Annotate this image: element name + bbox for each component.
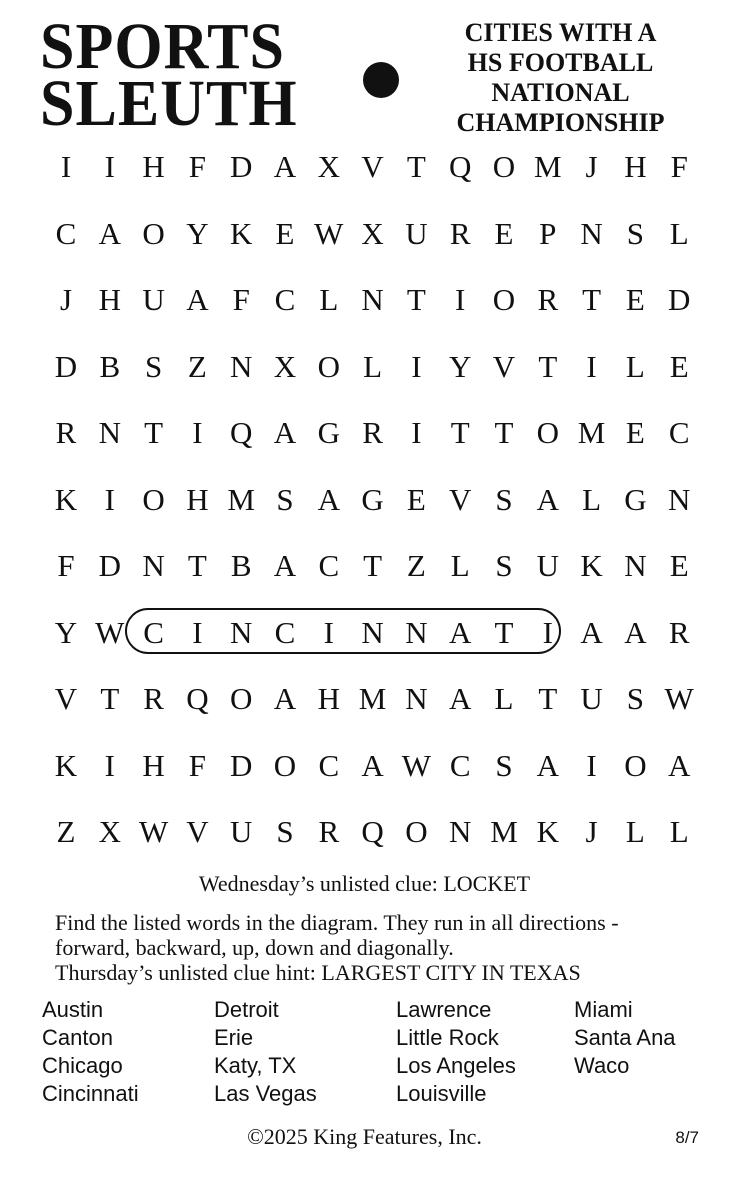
word-list-item: Lawrence xyxy=(396,997,492,1022)
grid-letter: E xyxy=(625,282,645,317)
word-column-4 xyxy=(574,996,676,1080)
grid-letter: G xyxy=(317,415,340,450)
grid-letter: I xyxy=(455,282,466,317)
grid-letter: S xyxy=(626,215,645,251)
grid-letter: D xyxy=(229,747,253,783)
grid-letter: X xyxy=(273,348,297,384)
theme-line-2: HS FOOTBALL xyxy=(467,48,654,77)
grid-letter: A xyxy=(624,614,647,650)
grid-letter: I xyxy=(60,149,72,184)
grid-letter: I xyxy=(411,348,422,384)
grid-letter: N xyxy=(98,415,121,450)
grid-letter: S xyxy=(144,348,163,384)
grid-letter: W xyxy=(401,747,432,783)
grid-letter: H xyxy=(186,481,209,517)
grid-letter: W xyxy=(95,614,125,650)
grid-letter: Z xyxy=(56,814,76,849)
word-list-item: Detroit xyxy=(214,997,279,1022)
grid-letter: K xyxy=(229,215,253,251)
word-list-item: Chicago xyxy=(42,1053,123,1078)
word-list-item: Las Vegas xyxy=(214,1081,317,1106)
grid-letter: T xyxy=(450,415,470,450)
grid-letter: S xyxy=(626,681,645,716)
grid-letter: S xyxy=(276,814,294,849)
grid-letter: R xyxy=(449,215,471,251)
grid-letter: U xyxy=(405,215,428,251)
grid-letter: I xyxy=(586,747,597,783)
thursday-clue xyxy=(55,960,705,985)
grid-letter: I xyxy=(104,747,115,783)
word-list-item: Los Angeles xyxy=(396,1053,516,1078)
grid-letter: G xyxy=(624,481,647,517)
word-list-item: Katy, TX xyxy=(214,1053,297,1078)
grid-letter: O xyxy=(492,282,516,317)
word-list-item: Santa Ana xyxy=(574,1025,676,1050)
grid-letter: Y xyxy=(186,215,209,251)
grid-letter: L xyxy=(363,348,383,384)
grid-letter: O xyxy=(142,481,165,517)
grid-letter: A xyxy=(98,215,121,251)
grid-letter: F xyxy=(57,548,75,583)
grid-letter: F xyxy=(188,149,207,184)
grid-letter: C xyxy=(318,548,340,583)
grid-letter: E xyxy=(494,215,514,251)
grid-letter: Z xyxy=(406,548,426,583)
grid-letter: N xyxy=(405,614,428,650)
grid-letter: L xyxy=(494,681,514,716)
grid-letter: I xyxy=(104,149,115,184)
grid-letter: Q xyxy=(229,415,253,450)
grid-letter: J xyxy=(59,282,73,317)
grid-letter: V xyxy=(492,348,516,384)
instructions-line-2: forward, backward, up, down and diagonally. xyxy=(55,935,454,960)
grid-letter: T xyxy=(406,149,426,184)
grid-letter: K xyxy=(580,548,603,583)
grid-letter: G xyxy=(361,481,384,517)
grid-letter: T xyxy=(100,681,120,716)
grid-letter: V xyxy=(361,149,384,184)
word-list-item: Louisville xyxy=(396,1081,487,1106)
grid-letter: N xyxy=(229,614,253,650)
grid-letter: D xyxy=(667,282,691,317)
grid-letter: I xyxy=(411,415,422,450)
grid-letter: O xyxy=(405,814,428,849)
grid-letter: C xyxy=(143,614,164,650)
grid-letter: T xyxy=(363,548,383,583)
grid-letter: M xyxy=(227,481,255,517)
grid-letter: I xyxy=(192,614,203,650)
grid-letter: N xyxy=(448,814,472,849)
grid-letter: S xyxy=(495,747,513,783)
instructions-line-1: Find the listed words in the diagram. They run in all directions - xyxy=(55,910,619,935)
grid-letter: E xyxy=(625,415,645,450)
grid-letter: O xyxy=(492,149,516,184)
grid-letter: A xyxy=(273,681,297,716)
word-column-3 xyxy=(396,996,516,1108)
grid-letter: T xyxy=(582,282,602,317)
grid-letter: T xyxy=(494,614,514,650)
grid-letter: K xyxy=(54,481,78,517)
theme-line-1: CITIES WITH A xyxy=(464,18,657,47)
word-list-item: Cincinnati xyxy=(42,1081,139,1106)
instructions xyxy=(55,910,705,985)
grid-letter: A xyxy=(273,149,297,184)
grid-letter: S xyxy=(495,548,513,583)
grid-letter: L xyxy=(625,348,645,384)
grid-letter: D xyxy=(54,348,78,384)
grid-letter: U xyxy=(580,681,603,716)
grid-letter: H xyxy=(98,282,121,317)
grid-letter: A xyxy=(317,481,340,517)
grid-letter: N xyxy=(229,348,253,384)
grid-letter: T xyxy=(144,415,164,450)
grid-letter: A xyxy=(536,747,559,783)
grid-letter: C xyxy=(274,614,296,650)
grid-letter: N xyxy=(580,215,603,251)
grid-letter: R xyxy=(318,814,340,849)
grid-letter: T xyxy=(538,681,558,716)
grid-letter: C xyxy=(668,415,690,450)
grid-letter: O xyxy=(536,415,559,450)
grid-letter: R xyxy=(668,614,690,650)
grid-letter: T xyxy=(187,548,207,583)
title-line-1: SPORTS xyxy=(40,10,286,83)
grid-letter: F xyxy=(670,149,688,184)
grid-letter: E xyxy=(406,481,426,517)
grid-letter: R xyxy=(362,415,383,450)
grid-letter: J xyxy=(585,149,598,184)
grid-letter: N xyxy=(405,681,428,716)
grid-letter: W xyxy=(314,215,344,251)
word-list-item: Waco xyxy=(574,1053,630,1078)
grid-letter: E xyxy=(275,215,295,251)
grid-letter: L xyxy=(669,814,689,849)
grid-letter: I xyxy=(192,415,203,450)
grid-letter: A xyxy=(186,282,209,317)
grid-letter: D xyxy=(98,548,121,583)
grid-letter: U xyxy=(536,548,559,583)
word-list-item: Erie xyxy=(214,1025,254,1050)
grid-letter: U xyxy=(229,814,253,849)
grid-letter: M xyxy=(577,415,606,450)
grid-letter: E xyxy=(669,548,689,583)
thursday-clue-label: Thursday’s unlisted clue hint: xyxy=(55,960,316,985)
copyright: ©2025 King Features, Inc. xyxy=(247,1124,482,1149)
grid-letter: K xyxy=(536,814,559,849)
grid-letter: H xyxy=(317,681,340,716)
grid-letter: B xyxy=(230,548,252,583)
grid-letter: M xyxy=(358,681,387,716)
puzzle-date: 8/7 xyxy=(675,1128,699,1147)
grid-letter: N xyxy=(361,614,384,650)
word-list-item: Canton xyxy=(42,1025,113,1050)
grid-letter: X xyxy=(98,814,121,849)
grid-letter: N xyxy=(667,481,691,517)
grid-letter: O xyxy=(229,681,253,716)
wednesday-clue-answer: LOCKET xyxy=(443,871,531,896)
grid-letter: J xyxy=(585,814,598,849)
grid-letter: C xyxy=(449,747,471,783)
grid-letter: N xyxy=(142,548,165,583)
grid-letter: D xyxy=(229,149,253,184)
grid-letter: I xyxy=(104,481,115,517)
grid-letter: H xyxy=(624,149,647,184)
grid-letter: L xyxy=(450,548,470,583)
word-list-item: Austin xyxy=(42,997,104,1022)
grid-letter: O xyxy=(142,215,165,251)
grid-letter: I xyxy=(542,614,553,650)
grid-letter: R xyxy=(55,415,77,450)
theme-line-3: NATIONAL xyxy=(491,78,630,107)
grid-letter: Z xyxy=(187,348,207,384)
grid-letter: R xyxy=(537,282,559,317)
grid-letter: Q xyxy=(186,681,209,716)
word-column-2 xyxy=(214,996,317,1108)
word-list-item: Little Rock xyxy=(396,1025,499,1050)
grid-letter: O xyxy=(317,348,340,384)
grid-letter: A xyxy=(448,614,472,650)
grid-letter: O xyxy=(273,747,297,783)
grid-letter: L xyxy=(625,814,645,849)
grid-letter: M xyxy=(534,149,562,184)
grid-letter: Q xyxy=(361,814,384,849)
grid-letter: L xyxy=(319,282,339,317)
grid-letter: E xyxy=(669,348,689,384)
grid-letter: L xyxy=(669,215,689,251)
grid-letter: V xyxy=(54,681,78,716)
title-line-2: SLEUTH xyxy=(40,67,298,140)
grid-letter: F xyxy=(188,747,207,783)
grid-letter: T xyxy=(494,415,514,450)
grid-letter: F xyxy=(232,282,250,317)
grid-letter: N xyxy=(361,282,384,317)
grid-letter: P xyxy=(539,215,557,251)
grid-letter: C xyxy=(274,282,296,317)
thursday-clue-answer: LARGEST CITY IN TEXAS xyxy=(321,960,581,985)
grid-letter: Q xyxy=(448,149,472,184)
grid-letter: V xyxy=(448,481,472,517)
grid-letter: M xyxy=(490,814,518,849)
grid-letter: A xyxy=(448,681,472,716)
grid-letter: Y xyxy=(54,614,78,650)
grid-letter: R xyxy=(143,681,164,716)
grid-letter: K xyxy=(54,747,78,783)
grid-letter: V xyxy=(186,814,209,849)
grid-letter: C xyxy=(55,215,77,251)
grid-letter: W xyxy=(138,814,169,849)
grid-letter: T xyxy=(538,348,558,384)
grid-letter: S xyxy=(495,481,513,517)
wednesday-clue-label: Wednesday’s unlisted clue: xyxy=(198,871,438,896)
grid-letter: A xyxy=(580,614,603,650)
grid-letter: H xyxy=(142,149,165,184)
theme-line-4: CHAMPIONSHIP xyxy=(456,108,665,137)
word-list-item: Miami xyxy=(574,997,633,1022)
grid-letter: N xyxy=(624,548,647,583)
wednesday-clue xyxy=(0,871,729,897)
grid-letter: X xyxy=(317,149,340,184)
grid-letter: X xyxy=(361,215,384,251)
grid-letter: A xyxy=(536,481,559,517)
grid-letter: A xyxy=(667,747,691,783)
grid-letter: S xyxy=(276,481,294,517)
grid-letter: I xyxy=(586,348,597,384)
grid-letter: A xyxy=(273,548,297,583)
grid-letter: B xyxy=(99,348,121,384)
grid-letter: W xyxy=(664,681,694,716)
grid-letter: O xyxy=(624,747,647,783)
grid-letter: Y xyxy=(448,348,472,384)
grid-letter: C xyxy=(318,747,340,783)
word-column-1 xyxy=(42,996,139,1108)
grid-letter: U xyxy=(142,282,165,317)
grid-letter: I xyxy=(323,614,334,650)
grid-letter: H xyxy=(142,747,165,783)
grid-letter: A xyxy=(361,747,384,783)
grid-letter: T xyxy=(406,282,426,317)
grid-letter: A xyxy=(273,415,297,450)
grid-letter: L xyxy=(582,481,602,517)
